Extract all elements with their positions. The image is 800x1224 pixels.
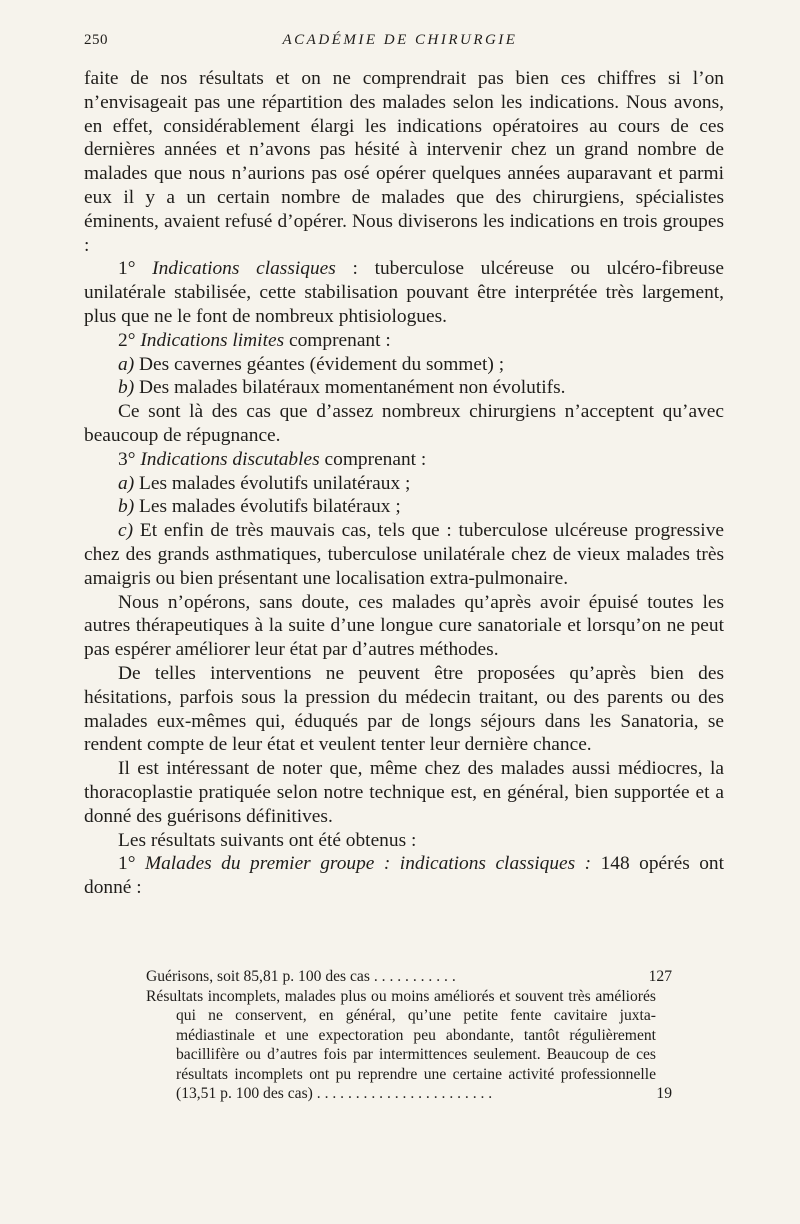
group-3-title: Indications discutables [140, 448, 320, 470]
paragraph-interventions: De telles interventions ne peuvent être proposées qu’après bien des hésitations, parfois sous la pression du médecin traitant, ou des parents ou des malades eux-mêmes qui, éduqués par de longs séjours dans les Sanatoria, se rendent compte de leur état et veulent tenter leur dernière chance. [84, 662, 724, 756]
item-text: Les malades évolutifs unilatéraux ; [139, 472, 411, 494]
group-3-number: 3° [118, 448, 136, 470]
group-3-text: comprenant : [324, 448, 427, 470]
results-label [146, 967, 656, 987]
group-1-number: 1° [118, 258, 136, 280]
paragraph-group-1 [84, 257, 724, 328]
results-value: 127 [648, 968, 672, 985]
paragraph-results: Les résultats suivants ont été obtenus : [118, 829, 417, 851]
group-2-title: Indications limites [140, 329, 285, 351]
results-label-text: Résultats incomplets, malades plus ou moins améliorés et souvent très améliorés qui ne conservent, en général, qu’une petite fente cavitaire juxta-médiastinale et une expectoration peu abondante, tantôt régulièrement bacillifère ou d’autres fois par intermittences seulement. Beaucoup de ces résultats incomplets ont pu reprendre une certaine activité professionnelle (13,51 p. 100 des cas) [146, 987, 656, 1102]
item-letter: a) [118, 353, 135, 375]
result-1-text: 148 opérés ont donné : [84, 853, 725, 899]
body-text [84, 67, 724, 900]
dot-leaders: . . . . . . . . . . . . . . . . . . . . . . . [316, 1085, 493, 1102]
group-2-item-a [84, 353, 724, 377]
results-label [146, 987, 656, 1104]
group-1-title: Indications classiques [152, 258, 336, 280]
group-3-item-b [84, 495, 724, 519]
dot-leaders: . . . . . . . . . . . [373, 968, 456, 985]
item-text: Des cavernes géantes (évidement du sommet) ; [139, 353, 505, 375]
item-text: Les malades évolutifs bilatéraux ; [139, 496, 401, 518]
results-row-guerisons [146, 967, 672, 987]
group-2-text: comprenant : [288, 329, 391, 351]
group-3-item-a [84, 472, 724, 496]
paragraph-accept: Ce sont là des cas que d’assez nombreux chirurgiens n’acceptent qu’avec beaucoup de répugnance. [84, 401, 724, 446]
paragraph-intro: faite de nos résultats et on ne comprendrait pas bien ces chiffres si l’on n’envisageait pas une répartition des malades selon les indications. Nous avons, en effet, considérablement élargi les indications opératoires au cours de ces dernières années et n’avons pas hésité à intervenir chez un grand nombre de malades que nous n’aurions pas osé opérer quelques années auparavant et parmi eux il y a un certain nombre de malades que des chirurgiens, spécialistes éminents, avaient refusé d’opérer. Nous diviserons les indications en trois groupes : [84, 68, 724, 256]
item-text: Et enfin de très mauvais cas, tels que : tuberculose ulcéreuse progressive chez des grands asthmatiques, tuberculose unilatérale chez de vieux malades très amaigris ou bien présentant une localisation extra-pulmonaire. [84, 520, 724, 589]
result-1-number: 1° [118, 853, 136, 875]
result-1-title: Malades du premier groupe : indications classiques : [144, 853, 592, 875]
paragraph-group-3 [84, 448, 724, 472]
group-2-number: 2° [118, 329, 136, 351]
group-3-item-c [84, 519, 724, 590]
group-1-text: : tuberculose ulcéreuse ou ulcéro-fibreuse unilatérale stabilisée, cette stabilisation pouvant être interprétée très largement, plus que ne le font de nombreux phtisiologues. [84, 258, 724, 327]
item-text: Des malades bilatéraux momentanément non évolutifs. [139, 377, 566, 399]
results-list [146, 967, 672, 1104]
item-letter: b) [118, 377, 135, 399]
page-number: 250 [84, 32, 108, 48]
paragraph-interessant: Il est intéressant de noter que, même chez des malades aussi médiocres, la thoracoplastie pratiquée selon notre technique est, en général, bien supportée et a donné des guérisons définitives. [84, 758, 724, 827]
item-letter: c) [118, 520, 134, 542]
paragraph-result-group-1 [84, 852, 724, 900]
results-row-incomplets [146, 987, 672, 1104]
group-2-item-b [84, 376, 724, 400]
running-title: ACADÉMIE DE CHIRURGIE [282, 32, 518, 48]
results-label-text: Guérisons, soit 85,81 p. 100 des cas [146, 968, 370, 985]
paragraph-group-2 [84, 329, 724, 353]
item-letter: a) [118, 472, 135, 494]
page-header [84, 32, 716, 56]
item-letter: b) [118, 496, 135, 518]
paragraph-operons: Nous n’opérons, sans doute, ces malades qu’après avoir épuisé toutes les autres thérapeutiques à la suite d’une longue cure sanatoriale et lorsqu’on ne peut pas espérer améliorer leur état par d’autres méthodes. [84, 591, 724, 661]
results-value: 19 [656, 1085, 672, 1102]
